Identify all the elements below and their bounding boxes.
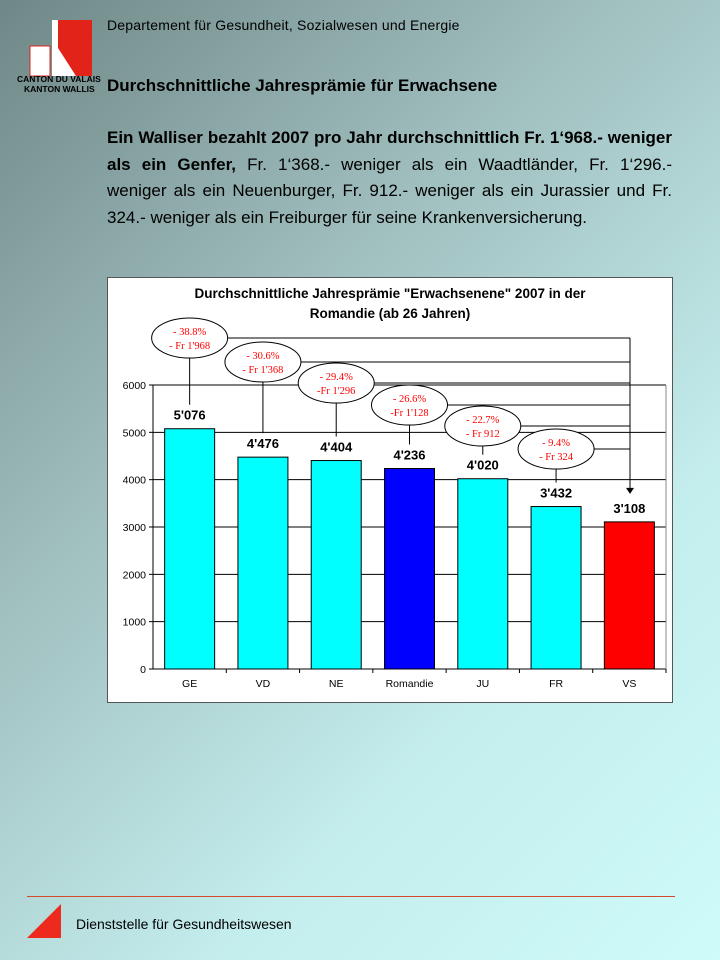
footer-divider — [27, 896, 675, 897]
callout-amount: - Fr 1'968 — [169, 341, 211, 352]
logo-text-canton: CANTON DU VALAIS — [17, 74, 101, 84]
x-tick-label: VD — [255, 678, 271, 690]
chart-title-line1: Durchschnittliche Jahresprämie "Erwachsenene" 2007 in der — [194, 286, 586, 301]
x-tick-label: JU — [476, 678, 490, 690]
y-tick-label: 4000 — [122, 474, 146, 487]
data-label: 3'108 — [613, 500, 646, 516]
x-tick-label: GE — [182, 678, 198, 690]
data-label: 4'236 — [393, 447, 426, 463]
arrow-down-icon — [626, 488, 634, 494]
data-label: 4'020 — [466, 457, 499, 473]
callout-percent: - 9.4% — [542, 438, 571, 449]
data-label: 3'432 — [540, 485, 573, 501]
callout-percent: - 29.4% — [319, 372, 353, 383]
callout-amount: -Fr 1'128 — [390, 408, 429, 419]
callout-amount: - Fr 324 — [539, 452, 573, 463]
bar-ne — [311, 461, 361, 669]
footer-service: Dienststelle für Gesundheitswesen — [76, 916, 292, 932]
bar-ju — [458, 479, 508, 669]
callout-bubble — [225, 342, 301, 382]
bar-vs — [604, 522, 654, 669]
bar-vd — [238, 457, 288, 669]
summary-paragraph — [107, 125, 672, 231]
chart-title-line2: Romandie (ab 26 Jahren) — [309, 306, 471, 321]
callout-percent: - 26.6% — [392, 394, 427, 405]
bar-romandie — [385, 468, 435, 669]
x-tick-label: FR — [549, 678, 564, 690]
data-label: 4'476 — [246, 436, 279, 452]
callout-amount: -Fr 1'296 — [317, 386, 356, 397]
callout-bubble — [152, 318, 228, 358]
bar-fr — [531, 507, 581, 669]
callout-amount: - Fr 912 — [465, 429, 500, 440]
callout-percent: - 38.8% — [173, 327, 207, 338]
triangle-icon — [27, 904, 61, 938]
callout-bubble — [298, 363, 374, 403]
page-title: Durchschnittliche Jahresprämie für Erwachsene — [107, 76, 498, 95]
y-tick-label: 2000 — [122, 569, 146, 582]
summary-rest: Fr. 1‘368.- weniger als ein Waadtländer, Fr. 1‘296.- weniger als ein Neuenburger, Fr. 912.- weniger als ein Jurassier und Fr. 324.- weniger als ein Freiburger für seine Krankenversicherung. — [107, 154, 672, 227]
department-header: Departement für Gesundheit, Sozialwesen und Energie — [107, 17, 460, 33]
callout-amount: - Fr 1'368 — [242, 365, 284, 376]
callout-bubble — [518, 429, 594, 469]
y-tick-label: 0 — [140, 664, 146, 676]
callout-bubble — [372, 385, 448, 425]
logo-text-kanton: KANTON WALLIS — [24, 84, 95, 94]
summary-bold: Ein Walliser bezahlt 2007 pro Jahr durchschnittlich Fr. 1‘968.- weniger als ein Genfer, — [107, 128, 672, 174]
callout-percent: - 22.7% — [466, 415, 500, 426]
y-tick-label: 3000 — [122, 522, 146, 534]
bar-ge — [165, 429, 215, 669]
x-tick-label: VS — [622, 678, 637, 690]
x-tick-label: NE — [328, 678, 344, 690]
callout-bubble — [445, 406, 521, 446]
y-tick-label: 1000 — [122, 616, 146, 629]
callout-percent: - 30.6% — [246, 351, 280, 362]
data-label: 4'404 — [320, 439, 353, 455]
y-tick-label: 5000 — [122, 427, 146, 440]
y-tick-label: 6000 — [122, 380, 146, 392]
premium-chart-svg — [108, 278, 672, 702]
data-label: 5'076 — [173, 407, 206, 423]
x-tick-label: Romandie — [385, 678, 434, 690]
premium-chart — [107, 277, 673, 703]
